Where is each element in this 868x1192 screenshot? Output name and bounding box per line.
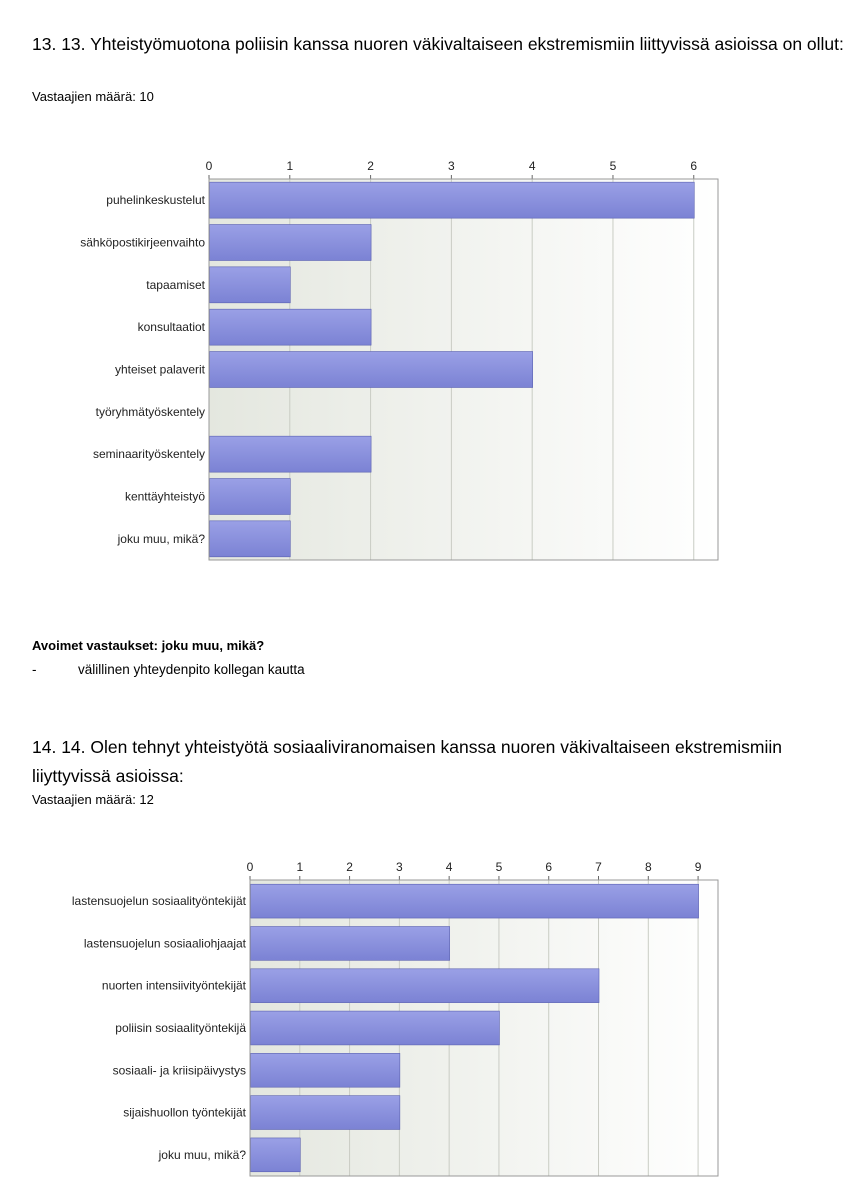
bar <box>251 1053 400 1087</box>
category-label: sijaishuollon työntekijät <box>123 1105 246 1120</box>
category-label: nuorten intensiivityöntekijät <box>101 978 246 993</box>
open-answer-text: välillinen yhteydenpito kollegan kautta <box>78 662 305 677</box>
bar <box>251 927 450 961</box>
bar <box>210 521 291 557</box>
question-13-respondents: Vastaajien määrä: 10 <box>32 89 154 104</box>
question-13-title: 13. 13. Yhteistyömuotona poliisin kanssa nuoren väkivaltaiseen ekstremismiin liittyvissä asioissa on ollut: <box>32 34 844 54</box>
category-label: seminaarityöskentely <box>92 447 205 462</box>
x-tick-label: 0 <box>246 860 254 874</box>
open-answer-bullet: - <box>32 662 37 677</box>
x-tick-label: 9 <box>694 860 702 874</box>
x-tick-label: 5 <box>609 159 617 173</box>
category-label: joku muu, mikä? <box>158 1147 246 1162</box>
x-tick-label: 7 <box>595 860 602 874</box>
x-tick-label: 2 <box>367 159 374 173</box>
question-14-respondents: Vastaajien määrä: 12 <box>32 792 154 807</box>
category-label: poliisin sosiaalityöntekijä <box>115 1021 246 1035</box>
bar <box>210 182 695 218</box>
bar <box>251 1096 400 1130</box>
x-tick-label: 4 <box>445 860 453 874</box>
x-tick-label: 2 <box>346 860 353 874</box>
x-tick-label: 3 <box>396 860 403 874</box>
chart-q14 <box>0 852 868 1192</box>
open-answers-title: Avoimet vastaukset: joku muu, mikä? <box>32 638 265 653</box>
category-label: lastensuojelun sosiaaliohjaajat <box>83 936 246 951</box>
category-label: lastensuojelun sosiaalityöntekijät <box>71 894 246 909</box>
open-answer-item <box>32 662 305 677</box>
category-label: työryhmätyöskentely <box>95 404 205 419</box>
question-14-title: 14. 14. Olen tehnyt yhteistyötä sosiaaliviranomaisen kanssa nuoren väkivaltaiseen ekstremismiin liiyttyvissä asioissa: <box>32 737 782 786</box>
category-label: sähköpostikirjeenvaihto <box>80 235 205 250</box>
category-label: yhteiset palaverit <box>114 362 205 377</box>
bar <box>210 479 291 515</box>
x-tick-label: 6 <box>690 159 698 173</box>
x-tick-label: 3 <box>448 159 455 173</box>
bar <box>210 309 372 345</box>
x-tick-label: 5 <box>495 860 503 874</box>
x-tick-label: 0 <box>205 159 213 173</box>
x-tick-label: 1 <box>296 860 304 874</box>
bar <box>210 225 372 261</box>
chart-q13 <box>0 150 868 590</box>
x-tick-label: 4 <box>528 159 536 173</box>
category-label: puhelinkeskustelut <box>106 193 205 208</box>
category-label: kenttäyhteistyö <box>124 489 205 504</box>
x-tick-label: 1 <box>286 159 294 173</box>
bar <box>210 436 372 472</box>
x-tick-label: 6 <box>545 860 553 874</box>
bar <box>210 352 533 388</box>
bar <box>251 1011 500 1045</box>
x-tick-label: 8 <box>644 860 652 874</box>
bar <box>251 969 600 1003</box>
bar <box>210 267 291 303</box>
bar <box>251 884 699 918</box>
bar <box>251 1138 301 1172</box>
category-label: konsultaatiot <box>137 320 205 335</box>
category-label: joku muu, mikä? <box>117 531 205 546</box>
category-label: tapaamiset <box>146 277 205 292</box>
category-label: sosiaali- ja kriisipäivystys <box>112 1063 246 1078</box>
